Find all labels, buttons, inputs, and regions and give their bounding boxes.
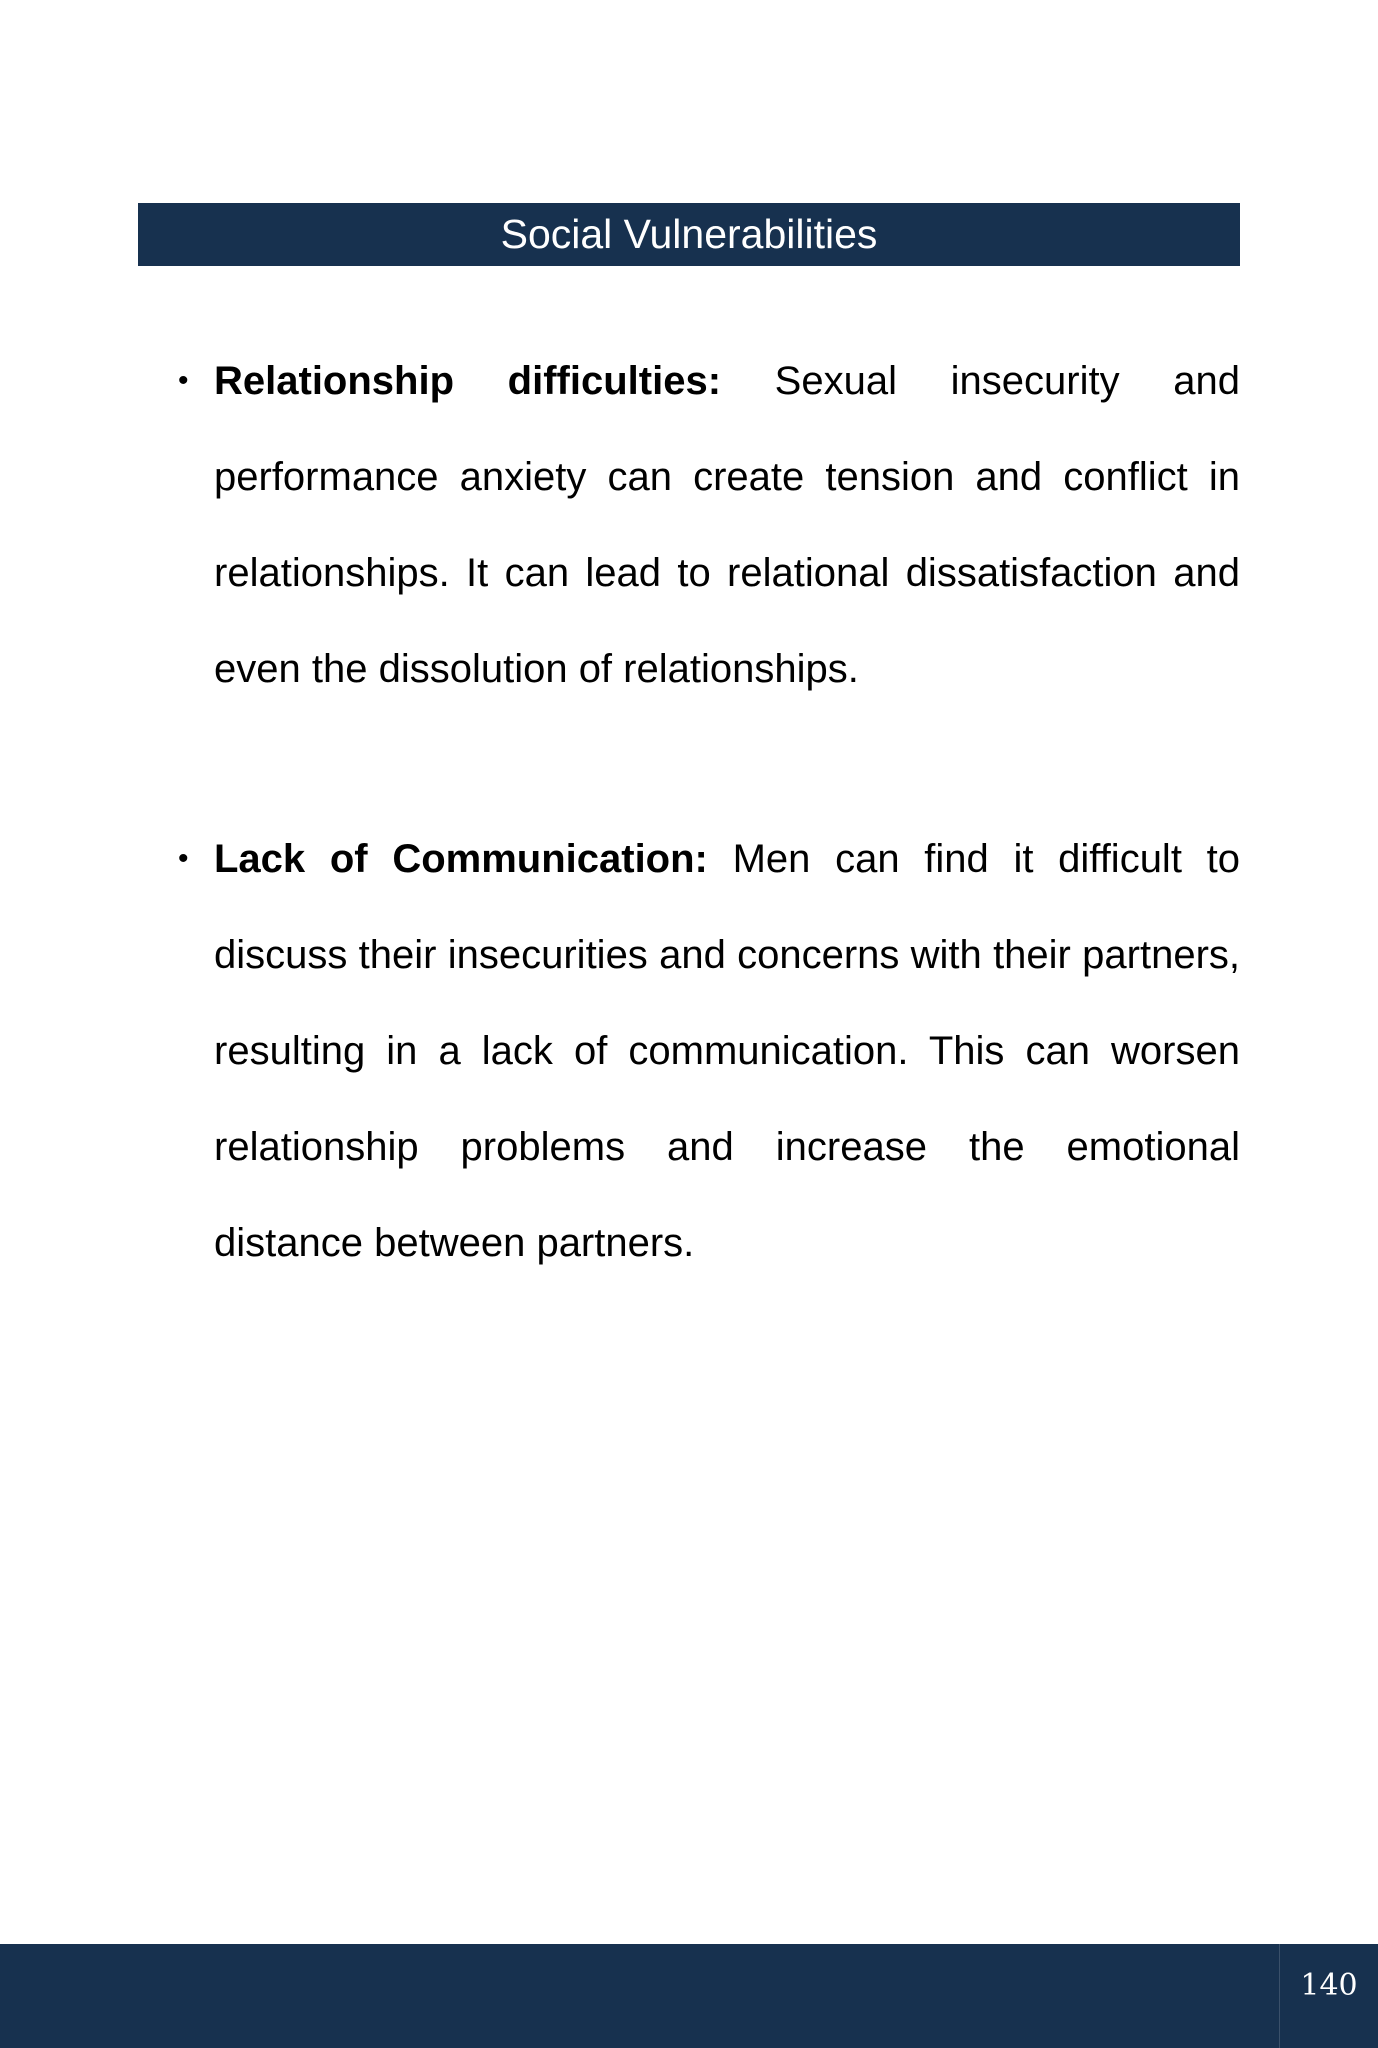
- main-content: [138, 333, 1240, 1291]
- bullet-dot-icon: •: [178, 364, 189, 397]
- bullet-item-relationship-difficulties: [138, 333, 1240, 717]
- section-title-bar: [138, 203, 1240, 266]
- bullet-list: [138, 333, 1240, 1291]
- bullet-item-lack-of-communication: [138, 811, 1240, 1291]
- bullet-term: Relationship difficulties:: [214, 359, 722, 403]
- page-number: 140: [1279, 1944, 1378, 2048]
- bullet-term: Lack of Communication:: [214, 837, 708, 881]
- bullet-text: Sexual insecurity and performance anxiety can create tension and conflict in relationships. It can lead to relational dissatisfaction and even the dissolution of relationships.: [214, 359, 1240, 691]
- bullet-text: Men can find it difficult to discuss their insecurities and concerns with their partners, resulting in a lack of communication. This can worsen relationship problems and increase the emotional distance between partners.: [214, 837, 1240, 1265]
- section-title: Social Vulnerabilities: [500, 211, 878, 257]
- page-footer: [0, 1944, 1378, 2048]
- bullet-dot-icon: •: [178, 842, 189, 875]
